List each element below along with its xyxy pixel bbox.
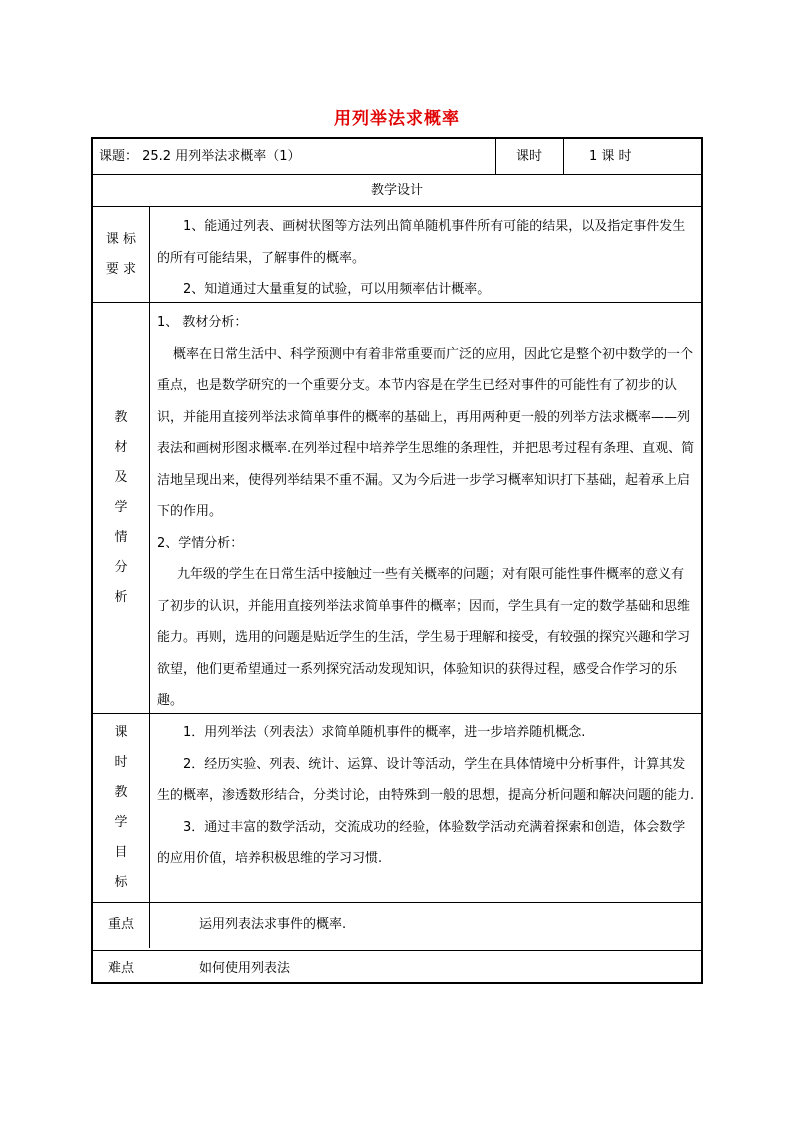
objectives-label-char: 课 [114, 725, 128, 740]
objectives-label-char: 时 [114, 755, 128, 770]
objectives-label [93, 714, 149, 902]
analysis-label-char: 析 [114, 590, 128, 605]
analysis-label-char: 学 [114, 500, 128, 515]
key-point-text: 运用列表法求事件的概率. [199, 917, 347, 932]
objective-item: 3．通过丰富的数学活动，交流成功的经验，体验数学活动充满着探索和创造，体会数学的应用价值，培养积极思维的学习习惯. [157, 819, 686, 866]
textbook-analysis-heading: 1、 教材分析： [157, 315, 248, 330]
standards-content [157, 211, 695, 306]
analysis-label-char: 教 [114, 410, 128, 425]
analysis-label [93, 303, 149, 713]
standards-paragraph: 2、知道通过大量重复的试验，可以用频率估计概率。 [183, 282, 491, 297]
analysis-label-char: 及 [114, 470, 128, 485]
analysis-label-char: 情 [114, 530, 128, 545]
objectives-label-char: 学 [114, 815, 128, 830]
objectives-content [157, 717, 695, 875]
analysis-label-char: 分 [114, 560, 128, 575]
period-label: 课时 [515, 149, 542, 164]
row-divider [93, 902, 701, 903]
period-value: 1 课 时 [589, 149, 632, 164]
standards-label-line: 要 求 [105, 261, 137, 277]
analysis-label-char: 材 [114, 440, 128, 455]
objectives-label-char: 目 [114, 845, 128, 860]
row-divider [93, 950, 701, 951]
textbook-analysis-paragraph: 概率在日常生活中、科学预测中有着非常重要而广泛的应用，因此它是整个初中数学的一个重点，也是数学研究的一个重要分支。本节内容是在学生已经对事件的可能性有了初步的认识，并能用直接列举法求简单事件的概率的基础上，再用两种更一般的列举方法求概率——列表法和画树形图求概率.在列举过程中培养学生思维的条理性，并把思考过程有条理、直观、简洁地呈现出来，使得列举结果不重不漏。又为今后进一步学习概率知识打下基础，起着承上启下的作用。 [157, 346, 695, 519]
analysis-content [157, 307, 695, 717]
topic-cell: 课题： 25.2 用列举法求概率（1） [99, 149, 301, 164]
difficulty-text: 如何使用列表法 [199, 961, 291, 976]
lesson-plan-table [91, 137, 703, 984]
column-divider [149, 206, 150, 948]
row-divider [93, 206, 701, 207]
objective-item: 2．经历实验、列表、统计、运算、设计等活动，学生在具体情境中分析事件，计算其发生的概率，渗透数形结合，分类讨论，由特殊到一般的思想，提高分析问题和解决问题的能力. [157, 756, 695, 803]
objective-item: 1．用列举法（列表法）求简单随机事件的概率，进一步培养随机概念. [183, 725, 586, 740]
objectives-label-char: 教 [114, 785, 128, 800]
learner-analysis-paragraph: 九年级的学生在日常生活中接触过一些有关概率的问题；对有限可能性事件概率的意义有了初步的认识，并能用直接列举法求简单事件的概率；因而，学生具有一定的数学基础和思维能力。再则，选用的问题是贴近学生的生活，学生易于理解和接受，有较强的探究兴趣和学习欲望，他们更希望通过一系列探究活动发现知识，体验知识的获得过程，感受合作学习的乐趣。 [157, 567, 691, 708]
standards-paragraph: 1、能通过列表、画树状图等方法列出简单随机事件所有可能的结果，以及指定事件发生的所有可能结果，了解事件的概率。 [157, 219, 686, 266]
page-title: 用列举法求概率 [334, 109, 460, 129]
standards-label [93, 207, 149, 302]
standards-label-line: 课 标 [105, 231, 137, 247]
learner-analysis-heading: 2、学情分析： [157, 535, 244, 551]
objectives-label-char: 标 [114, 875, 128, 890]
design-heading: 教学设计 [370, 183, 423, 198]
difficulty-label: 难点 [107, 961, 134, 976]
key-point-label: 重点 [107, 917, 134, 932]
